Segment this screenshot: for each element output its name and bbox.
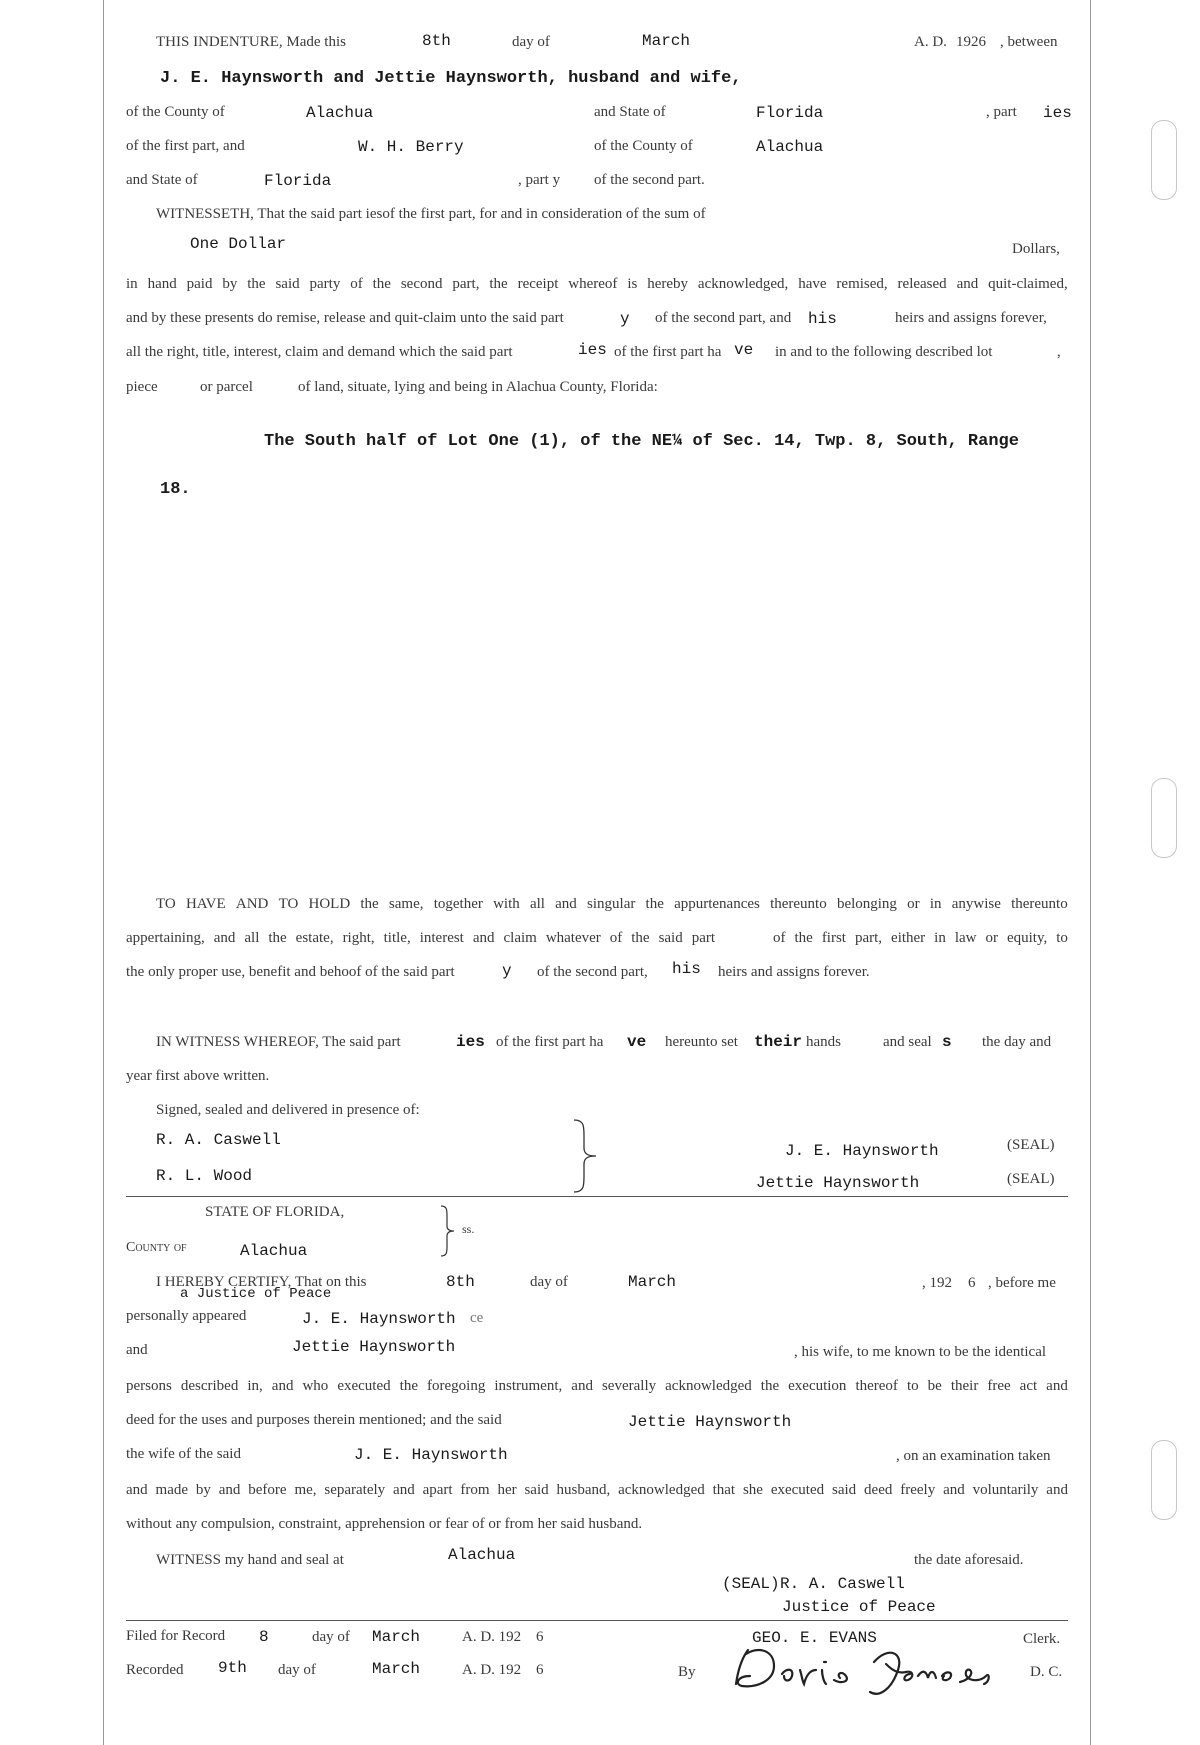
word: either <box>891 930 926 946</box>
grantee-county: Alachua <box>756 138 824 156</box>
ack-without-line: without any compulsion, constraint, apprehension or fear of or from her said husband. <box>126 1516 643 1532</box>
of-first-part-label: of the first part, and <box>126 138 245 154</box>
recorded-label: Recorded <box>126 1662 184 1678</box>
clerk-label: Clerk. <box>1023 1631 1061 1647</box>
word: thereof <box>855 1378 898 1394</box>
word: from <box>460 1482 490 1498</box>
word: said <box>275 276 300 292</box>
legal-description-line-1: The South half of Lot One (1), of the NE¼ of Sec. 14, Twp. 8, South, Range <box>264 432 1019 451</box>
notary-name: R. A. Caswell <box>780 1575 905 1593</box>
testimonium-year-line: year first above written. <box>126 1068 270 1084</box>
grantee-state: Florida <box>264 172 332 190</box>
testimonium-s: s <box>942 1033 952 1051</box>
word: said <box>832 1482 857 1498</box>
word: husband, <box>556 1482 611 1498</box>
left-margin-line <box>103 0 104 1745</box>
word: their <box>950 1378 979 1394</box>
word: in <box>126 276 138 292</box>
ack-before-me: , before me <box>988 1275 1056 1291</box>
word: persons <box>126 1378 172 1394</box>
word: in <box>934 930 946 946</box>
binder-tab-middle <box>1151 778 1177 858</box>
filed-day-of: day of <box>312 1629 350 1645</box>
word: instrument, <box>494 1378 563 1394</box>
word: quit-claimed, <box>988 276 1068 292</box>
word: the <box>268 930 287 946</box>
word: and <box>555 896 577 912</box>
right-line-ve: ve <box>734 341 754 359</box>
ack-deed-line: deed for the uses and purposes therein mentioned; and the said <box>126 1412 502 1428</box>
word: anywise <box>951 896 1001 912</box>
testimonium-ve: ve <box>627 1033 647 1051</box>
and-state-of-label-2: and State of <box>126 172 198 188</box>
ack-exam: , on an examination taken <box>896 1448 1051 1464</box>
word <box>724 930 764 947</box>
right-margin-line <box>1090 0 1091 1745</box>
word: foregoing <box>427 1378 486 1394</box>
word: made <box>155 1482 189 1498</box>
word: act <box>1019 1378 1038 1394</box>
testimonium-seal: and seal <box>883 1034 932 1050</box>
word: with <box>493 896 520 912</box>
word: thereunto <box>1011 896 1068 912</box>
right-line-a: all the right, title, interest, claim and demand which the said part <box>126 344 513 360</box>
word: law <box>954 930 977 946</box>
word: executed <box>770 1482 825 1498</box>
of-county-of-label: of the County of <box>126 104 225 120</box>
habendum-line-3his: his <box>672 960 701 978</box>
binder-tab-bottom <box>1151 1440 1177 1520</box>
ack-personally: personally appeared <box>126 1308 247 1324</box>
word: appertaining, <box>126 930 205 946</box>
word: the <box>760 1378 780 1394</box>
ack-husband: J. E. Haynsworth <box>354 1446 508 1464</box>
seal-1-label: (SEAL) <box>1007 1137 1055 1153</box>
word: thereunto <box>770 896 827 912</box>
habendum-line-3y: y <box>502 962 512 980</box>
signer-1-name: J. E. Haynsworth <box>785 1142 939 1160</box>
parcel-line-b: or parcel <box>200 379 253 395</box>
word: me, <box>294 1482 317 1498</box>
venue-brace-icon <box>438 1204 458 1258</box>
habendum-line-2 <box>126 930 1068 947</box>
remise-line-b: of the second part, and <box>655 310 792 326</box>
filed-month: March <box>372 1628 421 1646</box>
ack-year-digit: 6 <box>968 1275 976 1291</box>
word: described <box>180 1378 239 1394</box>
word: acknowledged <box>665 1378 752 1394</box>
word: be <box>927 1378 942 1394</box>
indenture-day-of: day of <box>512 34 550 50</box>
word: the <box>247 276 266 292</box>
indenture-day: 8th <box>422 32 451 50</box>
recorded-month: March <box>372 1660 421 1678</box>
clerk-name: GEO. E. EVANS <box>752 1629 877 1647</box>
witnesseth-line-hand-paid <box>126 276 1068 293</box>
word: appurtenances <box>674 896 760 912</box>
word: the <box>631 930 650 946</box>
ack-state: STATE OF FLORIDA, <box>205 1204 345 1220</box>
grantor-state: Florida <box>756 104 824 122</box>
deputy-clerk-signature <box>728 1640 1000 1700</box>
word: who <box>302 1378 329 1394</box>
witness-brace-icon <box>570 1118 600 1194</box>
notary-seal-label: (SEAL) <box>722 1575 780 1593</box>
part-suffix: ies <box>1043 104 1072 122</box>
word: execution <box>788 1378 847 1394</box>
remise-line-c: heirs and assigns forever, <box>895 310 1047 326</box>
consideration-amount: One Dollar <box>190 235 287 253</box>
ack-appeared-tail: ce <box>470 1310 484 1326</box>
witness-1-name: R. A. Caswell <box>156 1131 281 1149</box>
grantor-county: Alachua <box>306 104 374 122</box>
ack-year-prefix: , 192 <box>922 1275 952 1291</box>
word: TO <box>278 896 299 912</box>
ack-wife-name: Jettie Haynsworth <box>292 1338 456 1356</box>
remise-line-y: y <box>620 310 630 328</box>
filed-ad: A. D. 192 <box>462 1629 522 1645</box>
ack-day-of: day of <box>530 1274 568 1290</box>
testimonium-their: their <box>754 1033 803 1051</box>
remise-line-his: his <box>808 310 837 328</box>
filed-year-digit: 6 <box>536 1629 544 1645</box>
word: freely <box>900 1482 936 1498</box>
word: and <box>943 1482 965 1498</box>
word: estate, <box>295 930 334 946</box>
word: right, <box>342 930 375 946</box>
word: first <box>821 930 846 946</box>
word: to <box>906 1378 919 1394</box>
indenture-between: , between <box>1000 34 1058 50</box>
word: remised, <box>836 276 888 292</box>
ack-county-label: County of <box>126 1240 187 1255</box>
and-state-of-label: and State of <box>594 104 666 120</box>
testimonium-day-and: the day and <box>982 1034 1052 1050</box>
word: whereof <box>568 276 618 292</box>
filed-day: 8 <box>259 1628 269 1646</box>
word: the <box>360 896 379 912</box>
word: voluntarily <box>972 1482 1039 1498</box>
ack-witness-hand: WITNESS my hand and seal at <box>156 1552 344 1568</box>
recorded-year-digit: 6 <box>536 1662 544 1678</box>
word: the <box>645 896 664 912</box>
word: severally <box>601 1378 657 1394</box>
of-second-part-label: of the second part. <box>594 172 705 188</box>
word: hereby <box>647 276 689 292</box>
word: and <box>1046 1378 1068 1394</box>
word: all <box>529 896 545 912</box>
word: of <box>773 930 786 946</box>
word: in, <box>247 1378 263 1394</box>
legal-description-line-2: 18. <box>160 480 191 499</box>
word: paid <box>186 276 213 292</box>
indenture-intro: THIS INDENTURE, Made this <box>156 34 346 50</box>
recorded-ad: A. D. 192 <box>462 1662 522 1678</box>
ack-month: March <box>628 1273 677 1291</box>
indenture-year: 1926 <box>956 34 986 50</box>
word: or <box>907 896 920 912</box>
word: same, <box>388 896 424 912</box>
word: her <box>497 1482 517 1498</box>
testimonium-a: IN WITNESS WHEREOF, The said part <box>156 1034 401 1050</box>
word: whatever <box>545 930 601 946</box>
word: and <box>271 1378 294 1394</box>
signer-2-name: Jettie Haynsworth <box>756 1174 920 1192</box>
witness-2-name: R. L. Wood <box>156 1167 253 1185</box>
word: of <box>609 930 623 946</box>
signed-sealed-label: Signed, sealed and delivered in presence of: <box>156 1102 420 1118</box>
part-label: , part <box>986 104 1017 120</box>
word: said <box>524 1482 549 1498</box>
word: by <box>195 1482 211 1498</box>
ack-ss: ss. <box>462 1222 475 1236</box>
word: together <box>433 896 483 912</box>
record-divider <box>126 1620 1068 1621</box>
word: part <box>691 930 716 946</box>
word: part, <box>854 930 883 946</box>
habendum-line-3a: the only proper use, benefit and behoof of the said part <box>126 964 455 980</box>
notary-title: Justice of Peace <box>782 1598 936 1616</box>
right-line-ies: ies <box>578 341 607 359</box>
word: deed <box>864 1482 893 1498</box>
word: belonging <box>836 896 897 912</box>
word: said <box>658 930 683 946</box>
indenture-ad-label: A. D. <box>914 34 947 50</box>
ack-day: 8th <box>446 1273 475 1291</box>
witnesseth-line: WITNESSETH, That the said part iesof the first part, for and in consideration of the sum of <box>156 206 706 222</box>
dollars-label: Dollars, <box>1012 241 1060 257</box>
word: all <box>244 930 260 946</box>
word: HAVE <box>185 896 226 912</box>
recorded-day-of: day of <box>278 1662 316 1678</box>
ack-and: and <box>126 1342 148 1358</box>
word: and <box>571 1378 593 1394</box>
ack-made-line <box>126 1482 1068 1499</box>
seal-2-label: (SEAL) <box>1007 1171 1055 1187</box>
word: and <box>213 930 236 946</box>
right-line-c: in and to the following described lot <box>775 344 993 360</box>
dc-label: D. C. <box>1030 1664 1063 1680</box>
word: title, <box>383 930 411 946</box>
word: the <box>372 276 391 292</box>
word: by <box>222 276 238 292</box>
ack-officer: a Justice of Peace <box>180 1286 332 1302</box>
word: separately <box>324 1482 386 1498</box>
word: claim <box>503 930 537 946</box>
word: that <box>712 1482 736 1498</box>
word: acknowledged <box>618 1482 705 1498</box>
ack-persons-line <box>126 1378 1068 1395</box>
word: and <box>472 930 495 946</box>
word: HOLD <box>308 896 351 912</box>
word: and <box>126 1482 148 1498</box>
ack-place: Alachua <box>448 1546 516 1564</box>
word: or <box>985 930 998 946</box>
indenture-month: March <box>642 32 691 50</box>
ack-certify: I HEREBY CERTIFY, That on this <box>156 1274 367 1290</box>
word: interest <box>419 930 464 946</box>
word: the <box>399 1378 418 1394</box>
word: apart <box>422 1482 453 1498</box>
word: second <box>400 276 443 292</box>
word: hand <box>147 276 177 292</box>
word: to <box>1056 930 1068 946</box>
word: part, <box>452 276 480 292</box>
word: the <box>489 276 508 292</box>
word: TO <box>156 896 176 912</box>
word: free <box>987 1378 1011 1394</box>
word: receipt <box>517 276 559 292</box>
word: and <box>393 1482 415 1498</box>
word: singular <box>587 896 636 912</box>
acknowledgment-divider <box>126 1196 1068 1197</box>
word: party <box>309 276 341 292</box>
right-line-b: of the first part ha <box>614 344 722 360</box>
word: and <box>1046 1482 1068 1498</box>
testimonium-b: of the first part ha <box>496 1034 604 1050</box>
word: AND <box>235 896 269 912</box>
of-the-county-of-label: of the County of <box>594 138 693 154</box>
word: of <box>350 276 363 292</box>
word: and <box>956 276 979 292</box>
word: before <box>248 1482 287 1498</box>
testimonium-hands: hands <box>806 1034 841 1050</box>
word: executed <box>337 1378 391 1394</box>
word: in <box>929 896 942 912</box>
ack-county: Alachua <box>240 1242 308 1260</box>
word: the <box>794 930 813 946</box>
ack-deed-name: Jettie Haynsworth <box>628 1413 792 1431</box>
ack-wife-of: the wife of the said <box>126 1446 241 1462</box>
grantee-name: W. H. Berry <box>358 138 464 156</box>
ack-date-aforesaid: the date aforesaid. <box>914 1552 1024 1568</box>
word: and <box>218 1482 241 1498</box>
habendum-line-3c: heirs and assigns forever. <box>718 964 870 980</box>
testimonium-c: hereunto set <box>665 1034 738 1050</box>
word: she <box>742 1482 763 1498</box>
word: released <box>897 276 947 292</box>
word: have <box>798 276 827 292</box>
by-label: By <box>678 1664 696 1680</box>
binder-tab-top <box>1151 120 1177 200</box>
habendum-line-1 <box>156 896 1068 913</box>
party-y-label: , part y <box>518 172 561 188</box>
filed-label: Filed for Record <box>126 1628 226 1644</box>
word: is <box>627 276 638 292</box>
ack-appeared: J. E. Haynsworth <box>302 1310 456 1328</box>
word: equity, <box>1006 930 1048 946</box>
word: acknowledged, <box>697 276 789 292</box>
parcel-line-a: piece <box>126 379 158 395</box>
habendum-line-3b: of the second part, <box>537 964 648 980</box>
testimonium-ies: ies <box>456 1033 485 1051</box>
ack-his-wife: , his wife, to me known to be the identical <box>794 1344 1047 1360</box>
right-line-comma: , <box>1057 344 1061 360</box>
recorded-day: 9th <box>218 1659 247 1677</box>
grantors-names: J. E. Haynsworth and Jettie Haynsworth, husband and wife, <box>160 69 742 88</box>
remise-line-a: and by these presents do remise, release and quit-claim unto the said part <box>126 310 564 326</box>
parcel-line-c: of land, situate, lying and being in Alachua County, Florida: <box>298 379 658 395</box>
